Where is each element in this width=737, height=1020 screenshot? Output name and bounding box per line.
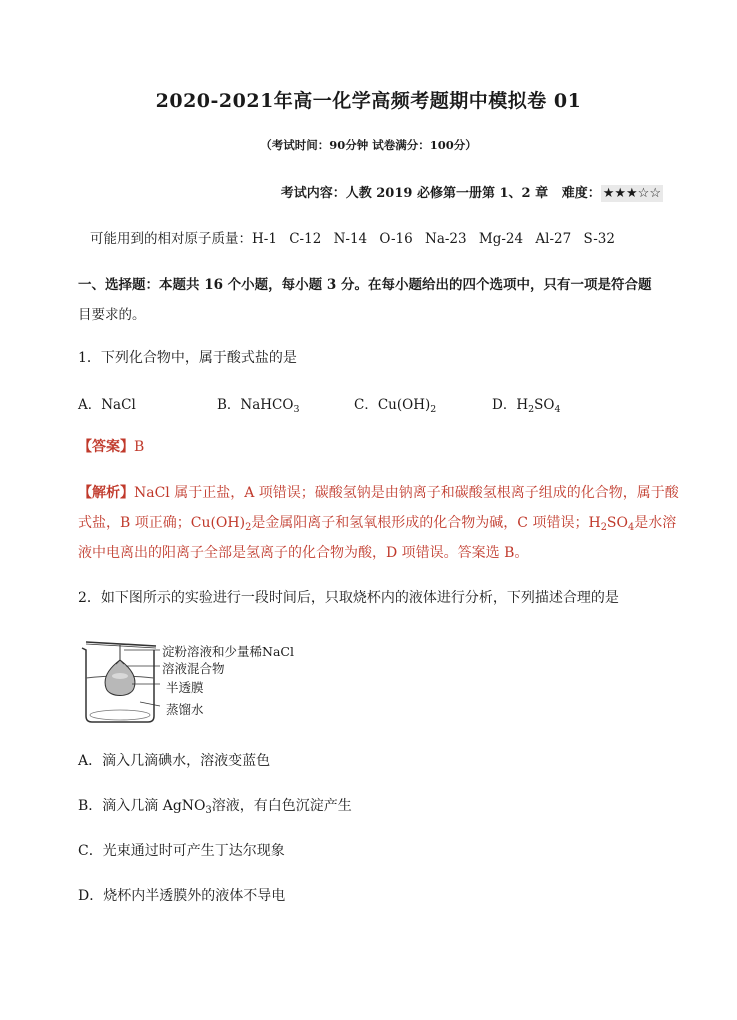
exam-meta [281,182,663,201]
q1-analysis-line1: 【解析】NaCl 属于正盐，A 项错误；碳酸氢钠是由钠离子和碳酸氢根离子组成的化合物，属于酸 [78,485,679,501]
q1-option-b: B．NaHCO$_3$ [217,397,300,415]
question-2-stem: 2．如下图所示的实验进行一段时间后，只取烧杯内的液体进行分析，下列描述合理的是 [78,590,619,606]
q1-answer: 【答案】B [78,439,145,455]
difficulty-stars: ★★★☆☆ [602,186,661,201]
q2-option-d: D．烧杯内半透膜外的液体不导电 [78,888,286,904]
q2-option-b: B．滴入几滴 AgNO$_3$溶液，有白色沉淀产生 [78,798,352,816]
exam-content: 考试内容：人教 2019 必修第一册第 1、2 章 [280,186,549,201]
exam-time-info: （考试时间：90分钟 试卷满分：100分） [260,138,477,152]
question-1-stem: 1．下列化合物中，属于酸式盐的是 [78,350,297,366]
q1-option-a: A．NaCl [78,397,136,413]
q2-option-c: C．光束通过时可产生丁达尔现象 [78,843,285,859]
q2-option-a: A．滴入几滴碘水，溶液变蓝色 [78,753,271,769]
experiment-diagram [76,636,316,730]
atomic-masses: 可能用到的相对原子质量：H-1 C-12 N-14 O-16 Na-23 Mg-24 Al-27 S-32 [90,231,615,247]
diagram-label-water: 蒸馏水 [166,702,204,717]
page-title: 2020-2021年高一化学高频考题期中模拟卷 01 [155,90,582,112]
section-heading-line1: 一、选择题：本题共 16 个小题，每小题 3 分。在每小题给出的四个选项中，只有一项是符合题 [78,277,652,293]
diagram-label-membrane: 半透膜 [166,680,204,695]
q1-option-c: C．$Cu(OH)_2$ [354,397,437,415]
diagram-label-mixture: 溶液混合物 [162,661,225,676]
diagram-label-solution: 淀粉溶液和少量稀NaCl [162,644,294,659]
q1-option-d: D．$H_2SO_4$ [492,397,561,415]
q1-analysis-line3: 液中电离出的阳离子全部是氢离子的化合物为酸，D 项错误。答案选 B。 [78,545,529,561]
section-heading-line2: 目要求的。 [78,307,146,323]
difficulty-label: 难度： [561,186,601,201]
q1-analysis-line2: 式盐，B 项正确；$Cu(OH)_2$是金属阳离子和氢氧根形成的化合物为碱，C 项错误；$H_2SO_4$是水溶 [78,515,677,533]
